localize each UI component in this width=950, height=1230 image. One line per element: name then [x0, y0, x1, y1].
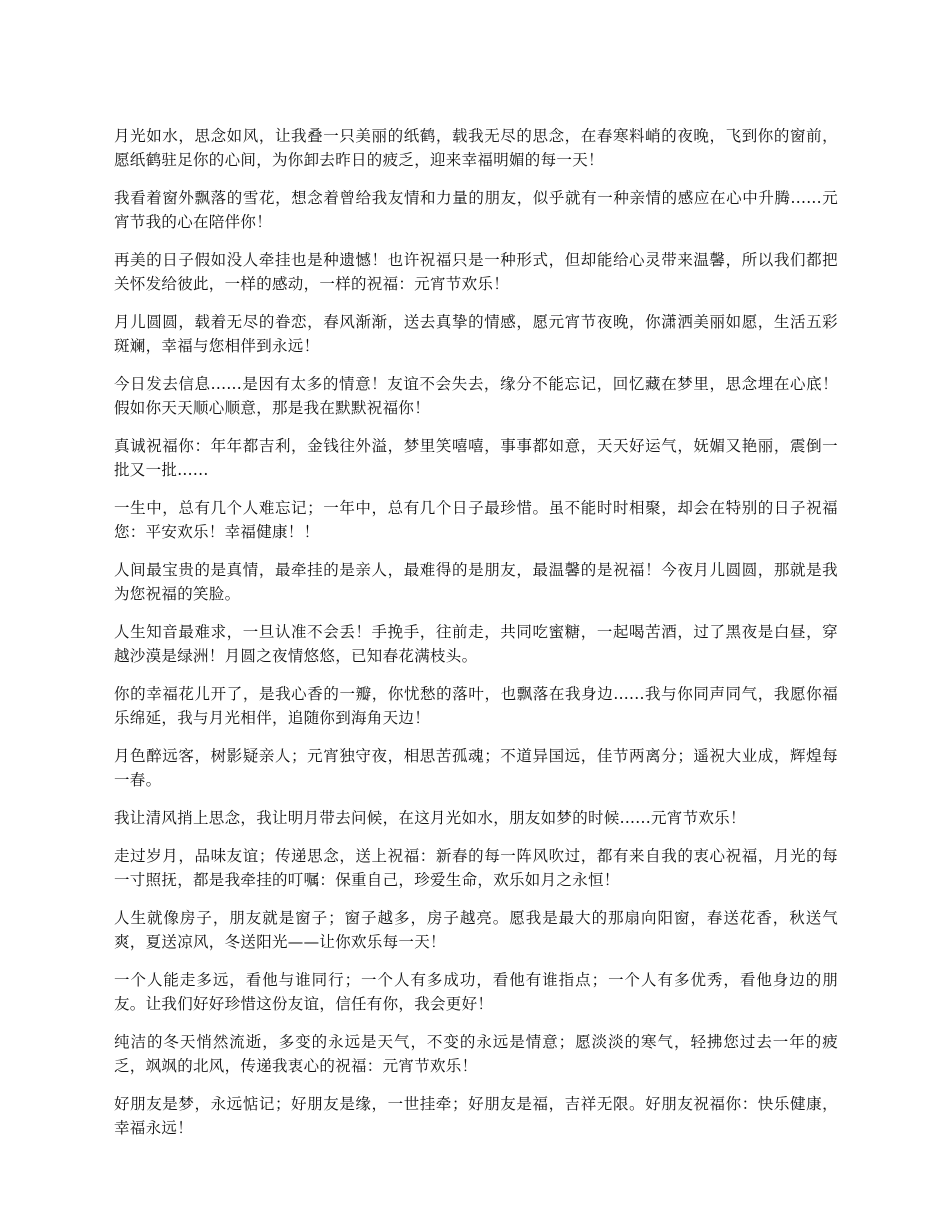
paragraph-5: 今日发去信息......是因有太多的情意！友谊不会失去，缘分不能忘记，回忆藏在梦里，思念埋在心底！假如你天天顺心顺意，那是我在默默祝福你！	[114, 375, 838, 417]
paragraph-9: 人生知音最难求，一旦认准不会丢！手挽手，往前走，共同吃蜜糖，一起喝苦酒，过了黑夜是白昼，穿越沙漠是绿洲！月圆之夜情悠悠，已知春花满枝头。	[114, 623, 838, 665]
paragraph-11: 月色醉远客，树影疑亲人；元宵独守夜，相思苦孤魂；不道异国远，佳节两离分；遥祝大业成，辉煌每一春。	[114, 747, 838, 789]
document-body	[114, 124, 838, 1154]
paragraph-10: 你的幸福花儿开了，是我心香的一瓣，你忧愁的落叶，也飘落在我身边......我与你同声同气，我愿你福乐绵延，我与月光相伴，追随你到海角天边！	[114, 685, 838, 727]
paragraph-4: 月儿圆圆，载着无尽的眷恋，春风渐渐，送去真挚的情感，愿元宵节夜晚，你潇洒美丽如愿，生活五彩斑斓，幸福与您相伴到永远！	[114, 313, 838, 355]
paragraph-3: 再美的日子假如没人牵挂也是种遗憾！也许祝福只是一种形式，但却能给心灵带来温馨，所以我们都把关怀发给彼此，一样的感动，一样的祝福：元宵节欢乐！	[114, 251, 838, 293]
paragraph-17: 好朋友是梦，永远惦记；好朋友是缘，一世挂牵；好朋友是福，吉祥无限。好朋友祝福你：快乐健康，幸福永远！	[114, 1095, 838, 1137]
paragraph-12: 我让清风捎上思念，我让明月带去问候，在这月光如水，朋友如梦的时候......元宵节欢乐！	[114, 809, 746, 827]
paragraph-1: 月光如水，思念如风，让我叠一只美丽的纸鹤，载我无尽的思念，在春寒料峭的夜晚，飞到你的窗前，愿纸鹤驻足你的心间，为你卸去昨日的疲乏，迎来幸福明媚的每一天！	[114, 127, 838, 169]
paragraph-2: 我看着窗外飘落的雪花，想念着曾给我友情和力量的朋友，似乎就有一种亲情的感应在心中升腾......元宵节我的心在陪伴你！	[114, 189, 838, 231]
paragraph-13: 走过岁月，品味友谊；传递思念，送上祝福：新春的每一阵风吹过，都有来自我的衷心祝福，月光的每一寸照抚，都是我牵挂的叮嘱：保重自己，珍爱生命，欢乐如月之永恒！	[114, 847, 838, 889]
paragraph-16: 纯洁的冬天悄然流逝，多变的永远是天气，不变的永远是情意；愿淡淡的寒气，轻拂您过去一年的疲乏，飒飒的北风，传递我衷心的祝福：元宵节欢乐！	[114, 1033, 838, 1075]
paragraph-8: 人间最宝贵的是真情，最牵挂的是亲人，最难得的是朋友，最温馨的是祝福！今夜月儿圆圆，那就是我为您祝福的笑脸。	[114, 561, 838, 603]
paragraph-15: 一个人能走多远，看他与谁同行；一个人有多成功，看他有谁指点；一个人有多优秀，看他身边的朋友。让我们好好珍惜这份友谊，信任有你，我会更好！	[114, 971, 838, 1013]
paragraph-7: 一生中，总有几个人难忘记；一年中，总有几个日子最珍惜。虽不能时时相聚，却会在特别的日子祝福您：平安欢乐！幸福健康！！	[114, 499, 838, 541]
paragraph-6: 真诚祝福你：年年都吉利，金钱往外溢，梦里笑嘻嘻，事事都如意，天天好运气，妩媚又艳丽，震倒一批又一批......	[114, 437, 838, 479]
paragraph-14: 人生就像房子，朋友就是窗子；窗子越多，房子越亮。愿我是最大的那扇向阳窗，春送花香，秋送气爽，夏送凉风，冬送阳光——让你欢乐每一天！	[114, 909, 838, 951]
